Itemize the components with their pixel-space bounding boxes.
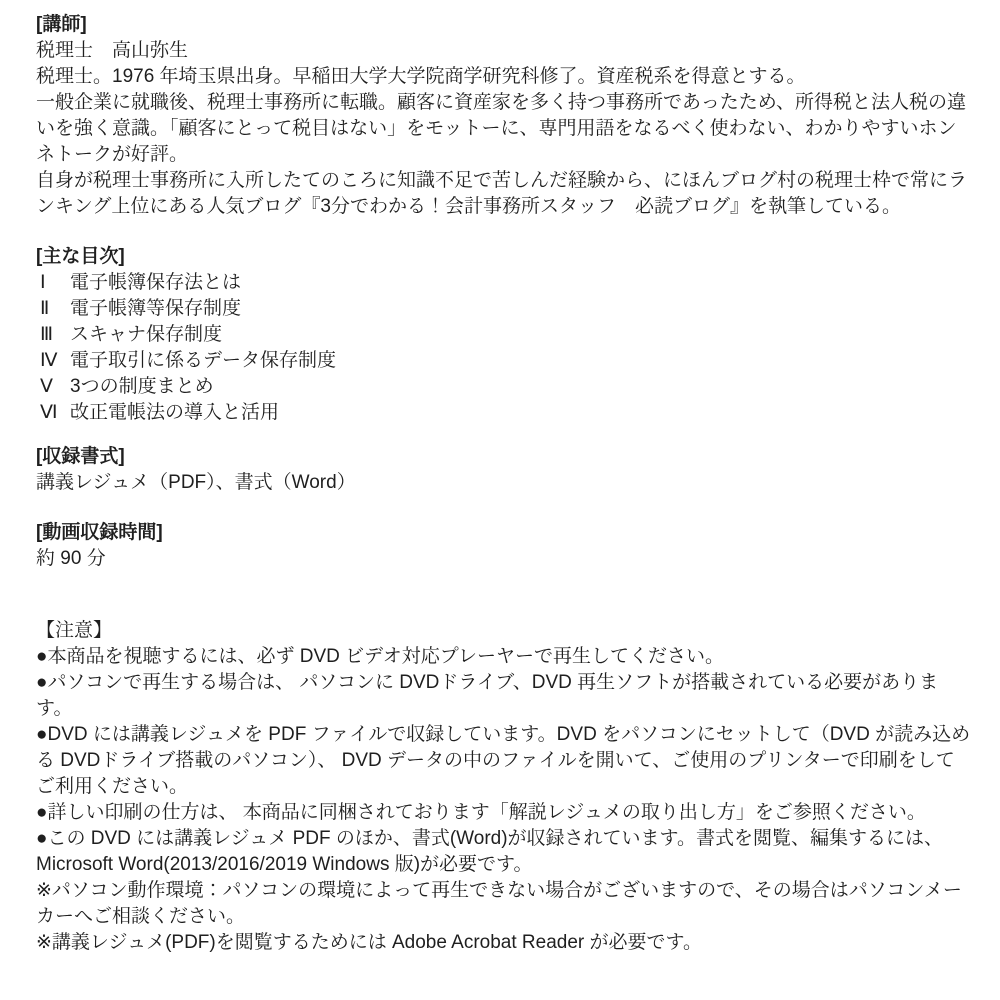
duration-section	[36, 520, 972, 572]
notice-item: ●DVD には講義レジュメを PDF ファイルで収録しています。DVD をパソコンにセットして（DVD が読み込める DVDドライブ搭載のパソコン）、 DVD データの中のファイルを開いて、ご使用のプリンターで印刷をしてご利用ください。	[36, 724, 971, 797]
notice-item: ※パソコン動作環境：パソコンの環境によって再生できない場合がございますので、その場合はパソコンメーカーへご相談ください。	[36, 880, 962, 927]
toc-item-title: 3つの制度まとめ	[70, 376, 214, 397]
toc-item-title: 電子帳簿保存法とは	[70, 272, 242, 293]
toc-item-numeral: Ⅲ	[40, 324, 54, 345]
formats-heading: [収録書式]	[36, 446, 125, 467]
duration-heading: [動画収録時間]	[36, 522, 163, 543]
toc-section	[36, 244, 972, 426]
toc-item	[36, 374, 972, 400]
toc-item-title: 電子帳簿等保存制度	[70, 298, 242, 319]
instructor-section	[36, 12, 972, 220]
formats-section	[36, 444, 972, 496]
toc-item-numeral: Ⅴ	[40, 376, 53, 397]
toc-item-title: 改正電帳法の導入と活用	[70, 402, 280, 423]
notice-heading: 【注意】	[36, 620, 113, 641]
toc-item-numeral: Ⅵ	[40, 402, 58, 423]
notice-section	[36, 618, 972, 956]
notice-item: ※講義レジュメ(PDF)を閲覧するためには Adobe Acrobat Reader が必要です。	[36, 932, 703, 953]
toc-item-title: スキャナ保存制度	[70, 324, 223, 345]
toc-item	[36, 400, 972, 426]
toc-item	[36, 322, 972, 348]
instructor-bio-paragraph: 自身が税理士事務所に入所したてのころに知識不足で苦しんだ経験から、にほんブログ村の税理士枠で常にランキング上位にある人気ブログ『3分でわかる！会計事務所スタッフ 必読ブログ』を執筆している。	[36, 170, 968, 217]
formats-value: 講義レジュメ（PDF）、書式（Word）	[36, 472, 356, 493]
duration-value: 約 90 分	[36, 548, 106, 569]
toc-item-numeral: Ⅳ	[40, 350, 58, 371]
toc-item-title: 電子取引に係るデータ保存制度	[70, 350, 337, 371]
toc-item	[36, 270, 972, 296]
instructor-name: 税理士 高山弥生	[36, 40, 189, 61]
instructor-bio-paragraph: 一般企業に就職後、税理士事務所に転職。顧客に資産家を多く持つ事務所であったため、所得税と法人税の違いを強く意識。「顧客にとって税目はない」をモットーに、専門用語をなるべく使わない、わかりやすいホンネトークが好評。	[36, 92, 967, 165]
toc-item-numeral: Ⅰ	[40, 272, 46, 293]
toc-item	[36, 296, 972, 322]
instructor-heading: [講師]	[36, 14, 87, 35]
toc-item	[36, 348, 972, 374]
notice-item: ●パソコンで再生する場合は、 パソコンに DVDドライブ、DVD 再生ソフトが搭載されている必要があります。	[36, 672, 939, 719]
toc-item-numeral: Ⅱ	[40, 298, 50, 319]
instructor-bio-paragraph: 税理士。1976 年埼玉県出身。早稲田大学大学院商学研究科修了。資産税系を得意とする。	[36, 66, 806, 87]
notice-item: ●詳しい印刷の仕方は、 本商品に同梱されております「解説レジュメの取り出し方」をご参照ください。	[36, 802, 926, 823]
notice-item: ●本商品を視聴するには、必ず DVD ビデオ対応プレーヤーで再生してください。	[36, 646, 725, 667]
toc-heading: [主な目次]	[36, 246, 125, 267]
notice-item: ●この DVD には講義レジュメ PDF のほか、書式(Word)が収録されています。書式を閲覧、編集するには、 Microsoft Word(2013/2016/2019 Windows 版)が必要です。	[36, 828, 944, 875]
